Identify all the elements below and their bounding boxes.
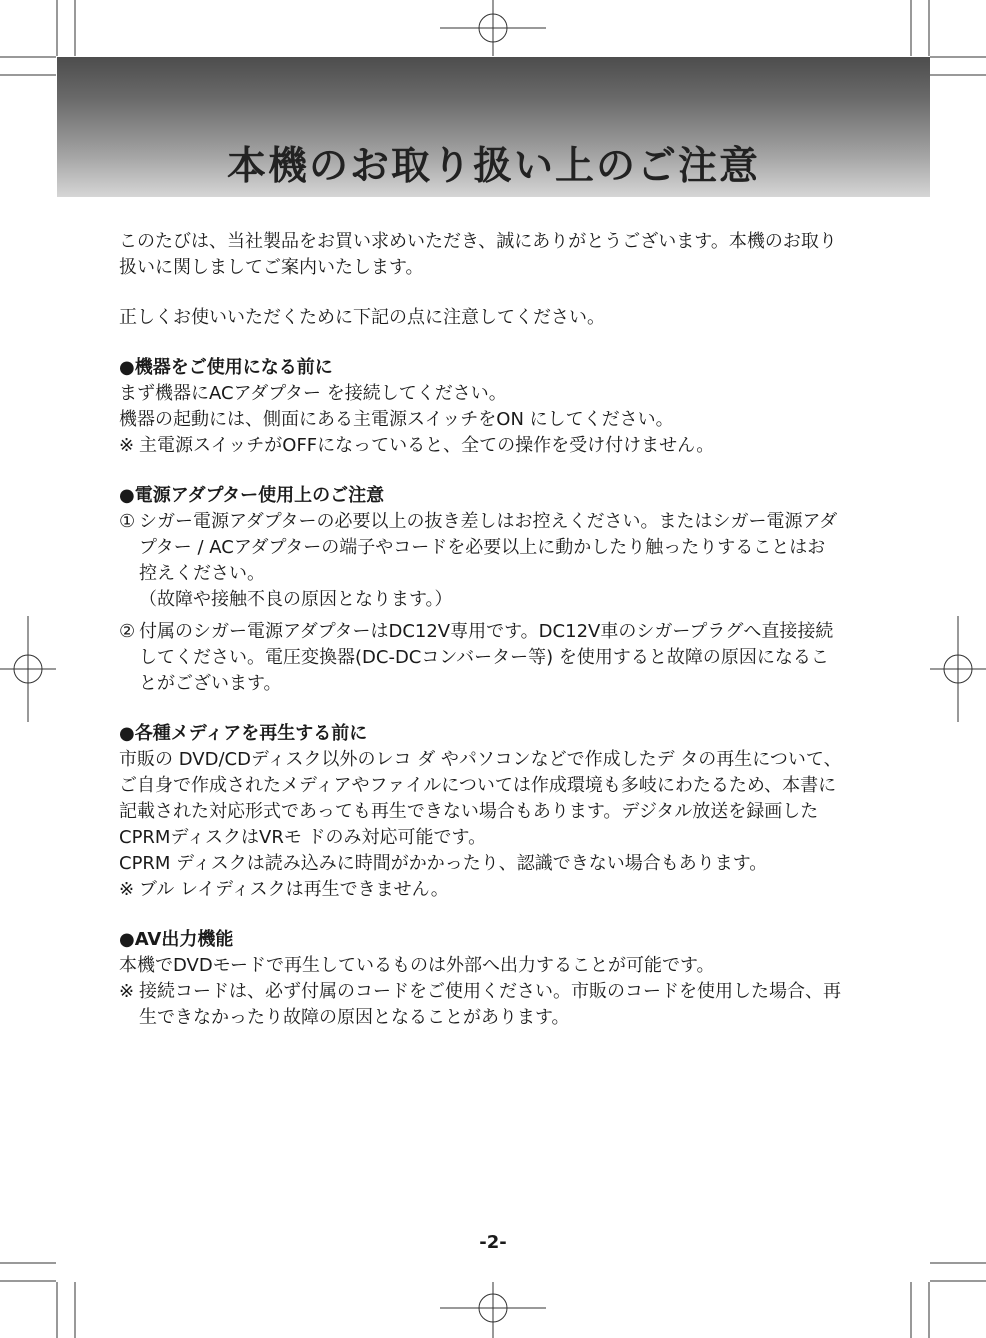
section-heading: ●各種メディアを再生する前に — [119, 723, 368, 744]
note-text: 主電源スイッチがOFFになっていると、全ての操作を受け付けません。 — [139, 435, 715, 456]
section-heading: ●電源アダプター使用上のご注意 — [119, 485, 385, 506]
intro-paragraph: このたびは、当社製品をお買い求めいただき、誠にありがとうございます。本機のお取り扱いに関しましてご案内いたします。 — [119, 231, 837, 278]
note-text: 接続コードは、必ず付属のコードをご使用ください。市販のコードを使用した場合、再生できなかったり故障の原因となることがあります。 — [139, 981, 841, 1028]
section-heading: ●機器をご使用になる前に — [119, 357, 333, 378]
note-mark: ※ — [119, 981, 135, 1002]
intro-paragraph: 正しくお使いいただくために下記の点に注意してください。 — [119, 307, 605, 328]
section-heading: ●AV出力機能 — [119, 929, 234, 950]
note-mark: ※ — [119, 879, 135, 900]
page-number: -2- — [479, 1232, 507, 1253]
list-item — [119, 509, 843, 587]
item-text: 付属のシガー電源アダプターはDC12V専用です。DC12V車のシガープラグへ直接接続してください。電圧変換器(DC-DCコンバーター等) を使用すると故障の原因になることがございます。 — [139, 621, 834, 694]
note — [119, 877, 843, 903]
section-line: 本機でDVDモードで再生しているものは外部へ出力することが可能です。 — [119, 955, 715, 976]
note — [119, 433, 843, 459]
page-title: 本機のお取り扱い上のご注意 — [226, 144, 760, 189]
item-text: シガー電源アダプターの必要以上の抜き差しはお控えください。またはシガー電源アダプター / ACアダプターの端子やコードを必要以上に動かしたり触ったりすることはお控えください。 — [139, 511, 838, 584]
section-line: CPRM ディスクは読み込みに時間がかかったり、認識できない場合もあります。 — [119, 853, 768, 874]
section-line: まず機器にACアダプター を接続してください。 — [119, 383, 507, 404]
note-mark: ※ — [119, 435, 135, 456]
item-number: ① — [119, 511, 136, 532]
item-subnote: （故障や接触不良の原因となります。） — [139, 589, 453, 610]
section-line: 市販の DVD/CDディスク以外のレコ ダ やパソコンなどで作成したデ タの再生について、ご自身で作成されたメディアやファイルについては作成環境も多岐にわたるため、本書に記載された対応形式であっても再生できない場合もあります。デジタル放送を録画したCPRMディスクはVRモ ドのみ対応可能です。 — [119, 749, 842, 848]
list-item — [119, 619, 843, 697]
section-line: 機器の起動には、側面にある主電源スイッチをON にしてください。 — [119, 409, 674, 430]
main-content — [119, 229, 843, 1031]
note — [119, 979, 843, 1031]
note-text: ブル レイディスクは再生できません。 — [139, 879, 449, 900]
item-number: ② — [119, 621, 136, 642]
title-banner — [57, 57, 930, 197]
